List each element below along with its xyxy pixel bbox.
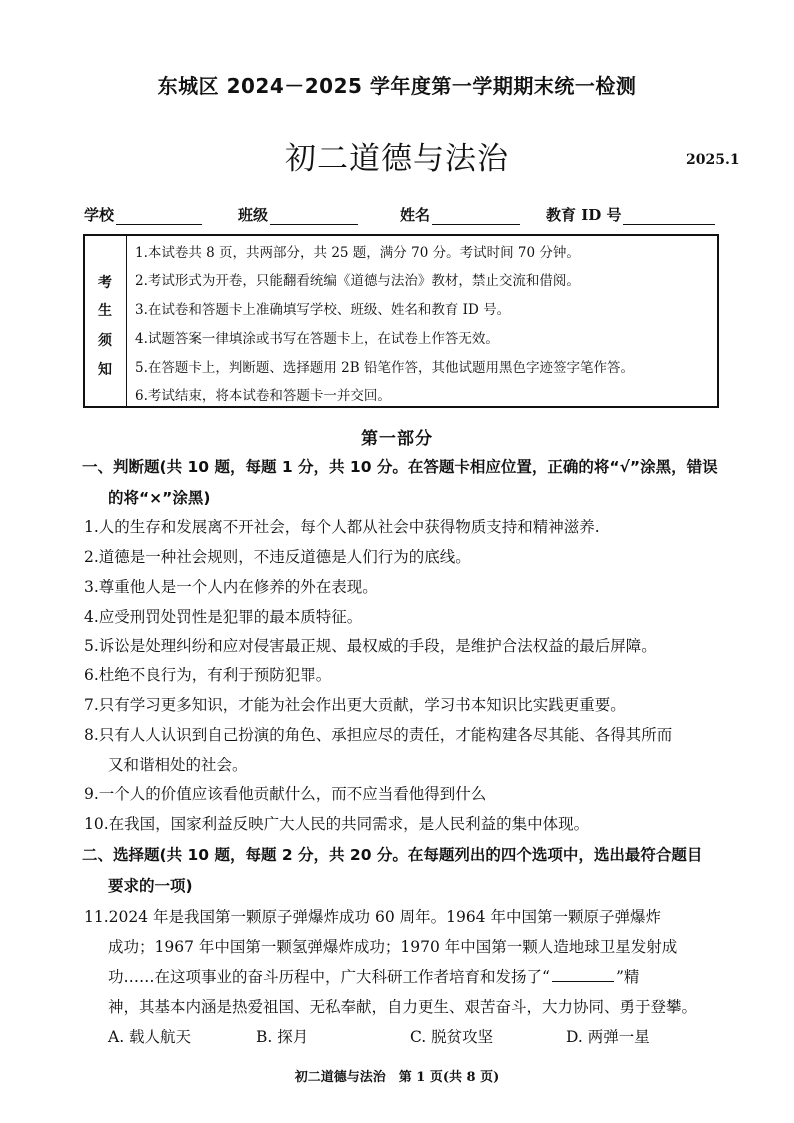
- notice-char: 考: [98, 275, 112, 291]
- answer-blank: [552, 967, 614, 982]
- question-11-blank-line: [108, 965, 639, 987]
- exam-notice-box: [83, 234, 719, 408]
- question-11-cont: 神，其基本内涵是热爱祖国、无私奉献，自力更生、艰苦奋斗，大力协同、勇于登攀。: [108, 998, 698, 1016]
- question-8-cont: 又和谐相处的社会。: [108, 756, 248, 774]
- question-11: 11.2024 年是我国第一颗原子弹爆炸成功 60 周年。1964 年中国第一颗原子弹爆炸: [84, 908, 661, 926]
- notice-char: 须: [98, 333, 112, 349]
- question-9: 9.一个人的价值应该看他贡献什么，而不应当看他得到什么: [84, 785, 487, 803]
- exam-title: 东城区 2024－2025 学年度第一学期期末统一检测: [157, 74, 637, 98]
- notice-item: 5.在答题卡上，判断题、选择题用 2B 铅笔作答，其他试题用黑色字迹签字笔作答。: [135, 360, 634, 376]
- question-3: 3.尊重他人是一个人内在修养的外在表现。: [84, 578, 378, 596]
- class-blank[interactable]: [270, 208, 358, 225]
- question-4: 4.应受刑罚处罚性是犯罪的最本质特征。: [84, 608, 363, 626]
- page-footer: 初二道德与法治 第 1 页(共 8 页): [294, 1070, 500, 1085]
- class-label: 班级: [238, 206, 269, 224]
- question-11-text-a: 功……在这项事业的奋斗历程中，广大科研工作者培育和发扬了“: [108, 968, 550, 986]
- subject-title: 初二道德与法治: [285, 141, 509, 177]
- school-blank[interactable]: [116, 208, 202, 225]
- name-field[interactable]: [400, 204, 520, 225]
- option-a: A. 载人航天: [108, 1028, 192, 1046]
- section2-heading-cont: 要求的一项): [108, 877, 193, 895]
- question-1: 1.人的生存和发展离不开社会，每个人都从社会中获得物质支持和精神滋养.: [84, 518, 600, 536]
- school-label: 学校: [84, 206, 115, 224]
- notice-item: 1.本试卷共 8 页，共两部分，共 25 题，满分 70 分。考试时间 70 分钟。: [135, 245, 580, 261]
- question-5: 5.诉讼是处理纠纷和应对侵害最正规、最权威的手段，是维护合法权益的最后屏障。: [84, 637, 657, 655]
- name-label: 姓名: [400, 206, 431, 224]
- student-info-row: [84, 204, 724, 230]
- question-6: 6.杜绝不良行为，有利于预防犯罪。: [84, 666, 332, 684]
- question-7: 7.只有学习更多知识，才能为社会作出更大贡献，学习书本知识比实践更重要。: [84, 696, 626, 714]
- class-field[interactable]: [238, 204, 358, 225]
- notice-item: 6.考试结束，将本试卷和答题卡一并交回。: [135, 388, 391, 404]
- question-11-cont: 成功；1967 年中国第一颗氢弹爆炸成功；1970 年中国第一颗人造地球卫星发射成: [108, 938, 678, 956]
- notice-item: 2.考试形式为开卷，只能翻看统编《道德与法治》教材，禁止交流和借阅。: [135, 273, 580, 289]
- notice-char: 知: [98, 362, 112, 378]
- school-field[interactable]: [84, 204, 202, 225]
- question-8: 8.只有人人认识到自己扮演的角色、承担应尽的责任，才能构建各尽其能、各得其所而: [84, 726, 673, 744]
- part-one-title: 第一部分: [361, 429, 433, 449]
- section1-heading: 一、判断题(共 10 题，每题 1 分，共 10 分。在答题卡相应位置，正确的将“√”涂黑，错误: [82, 458, 718, 476]
- exam-date: 2025.1: [686, 152, 740, 168]
- option-b: B. 探月: [256, 1028, 309, 1046]
- id-label: 教育 ID 号: [546, 206, 622, 224]
- name-blank[interactable]: [432, 208, 520, 225]
- notice-side-label: [85, 236, 127, 406]
- notice-char: 生: [98, 303, 112, 319]
- id-field[interactable]: [546, 204, 715, 225]
- question-2: 2.道德是一种社会规则，不违反道德是人们行为的底线。: [84, 548, 471, 566]
- question-11-text-b: ”精: [615, 968, 640, 986]
- option-c: C. 脱贫攻坚: [410, 1028, 494, 1046]
- question-10: 10.在我国，国家利益反映广大人民的共同需求，是人民利益的集中体现。: [84, 815, 590, 833]
- section1-heading-cont: 的将“×”涂黑): [108, 489, 211, 507]
- notice-item: 3.在试卷和答题卡上准确填写学校、班级、姓名和教育 ID 号。: [135, 302, 511, 318]
- section2-heading: 二、选择题(共 10 题，每题 2 分，共 20 分。在每题列出的四个选项中，选出最符合题目: [82, 846, 703, 864]
- notice-item: 4.试题答案一律填涂或书写在答题卡上，在试卷上作答无效。: [135, 331, 499, 347]
- option-d: D. 两弹一星: [566, 1028, 650, 1046]
- id-blank[interactable]: [623, 208, 715, 225]
